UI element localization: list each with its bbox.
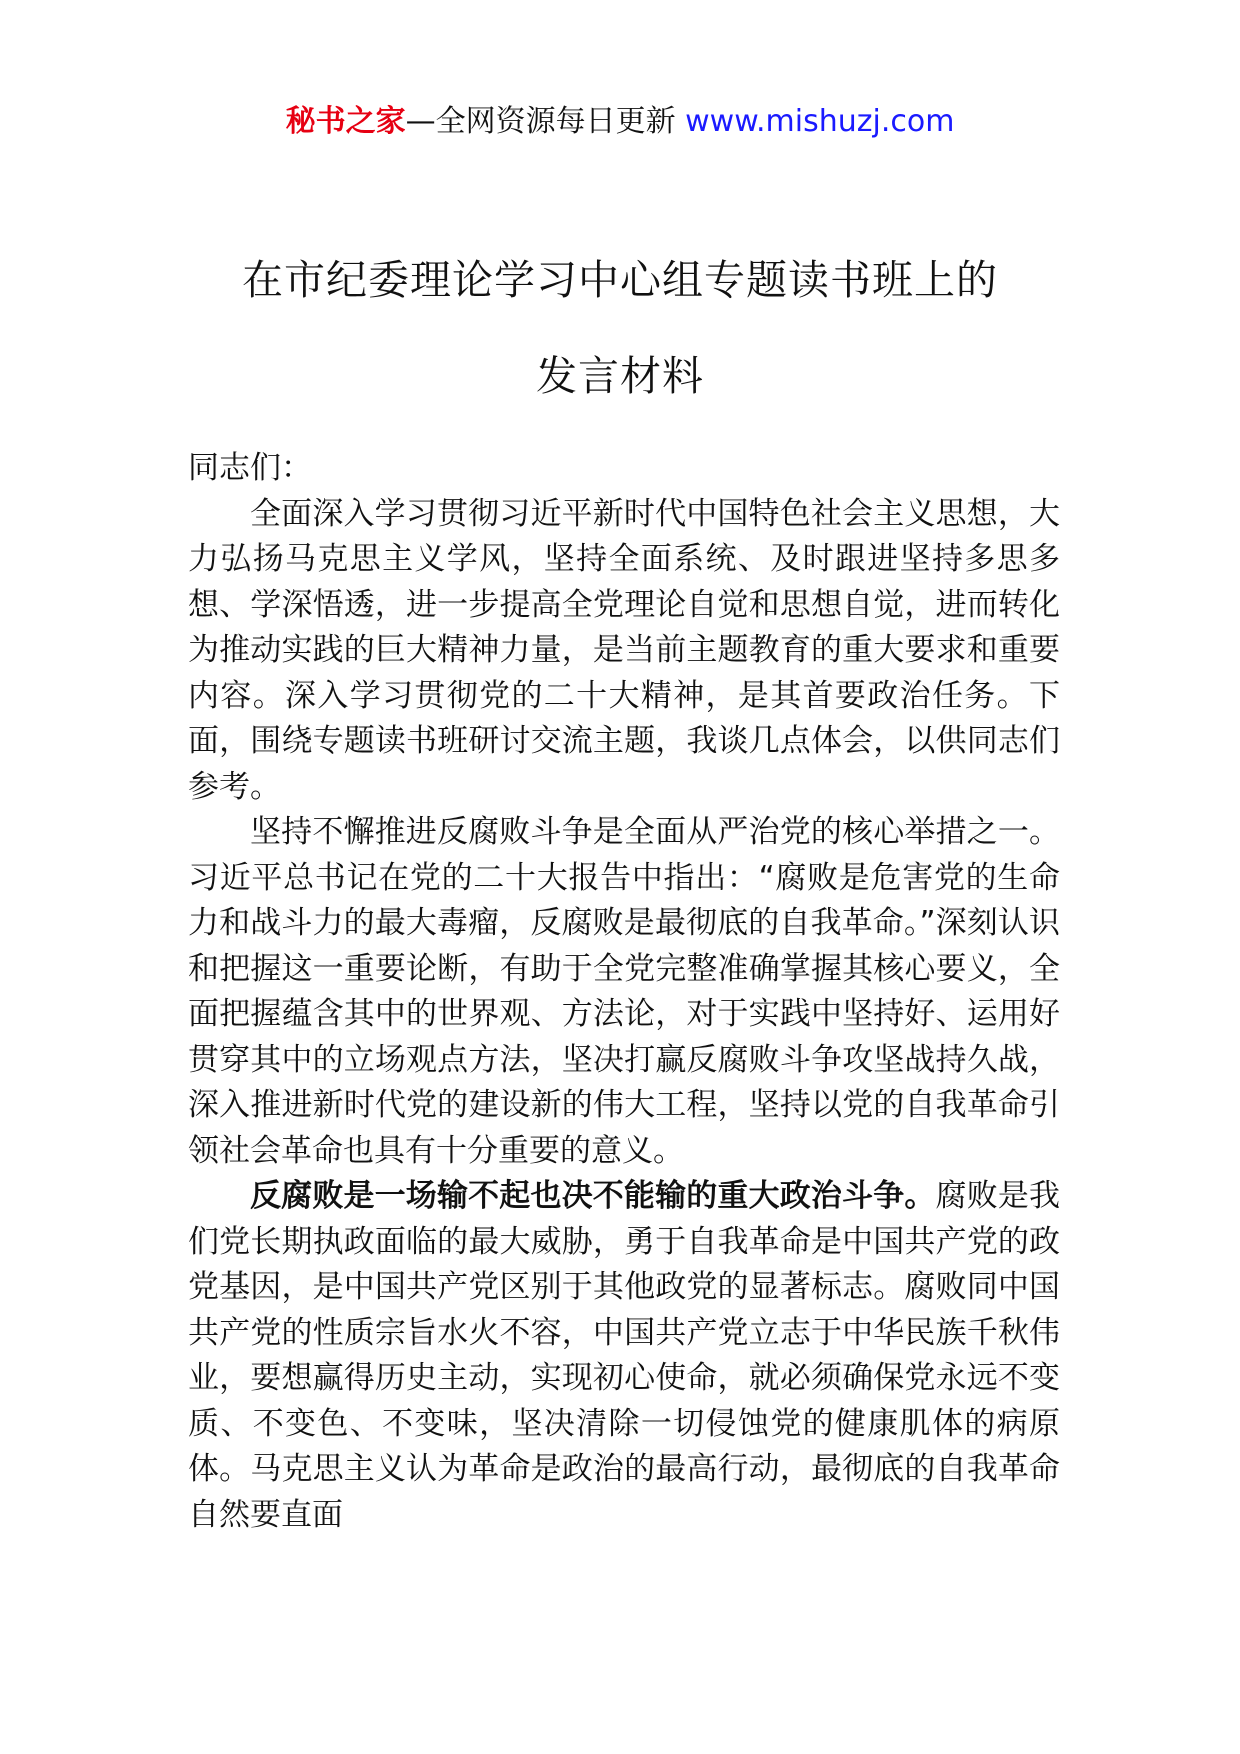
paragraph-3-text: 腐败是我们党长期执政面临的最大威胁，勇于自我革命是中国共产党的政党基因，是中国共产党区别于其他政党的显著标志。腐败同中国共产党的性质宗旨水火不容，中国共产党立志于中华民族千秋伟业，要想赢得历史主动，实现初心使命，就必须确保党永远不变质、不变色、不变味，坚决清除一切侵蚀党的健康肌体的病原体。马克思主义认为革命是政治的最高行动，最彻底的自我革命自然要直面 (188, 1178, 1061, 1533)
document-title (160, 232, 1080, 424)
site-header (0, 102, 1240, 142)
document-title-line-2: 发言材料 (536, 352, 704, 400)
site-brand: 秘书之家 (285, 104, 406, 139)
paragraph-3-lead: 反腐败是一场输不起也决不能输的重大政治斗争。 (250, 1178, 936, 1214)
paragraph-2 (188, 810, 1060, 1174)
site-url-link[interactable]: www.mishuzj.com (685, 104, 955, 139)
paragraph-2-text: 坚持不懈推进反腐败斗争是全面从严治党的核心举措之一。习近平总书记在党的二十大报告中指出：“腐败是危害党的生命力和战斗力的最大毒瘤，反腐败是最彻底的自我革命。”深刻认识和把握这一重要论断，有助于全党完整准确掌握其核心要义，全面把握蕴含其中的世界观、方法论，对于实践中坚持好、运用好贯穿其中的立场观点方法，坚决打赢反腐败斗争攻坚战持久战，深入推进新时代党的建设新的伟大工程，坚持以党的自我革命引领社会革命也具有十分重要的意义。 (188, 814, 1060, 1169)
paragraph-1-text: 全面深入学习贯彻习近平新时代中国特色社会主义思想，大力弘扬马克思主义学风，坚持全面系统、及时跟进坚持多思多想、学深悟透，进一步提高全党理论自觉和思想自觉，进而转化为推动实践的巨大精神力量，是当前主题教育的重大要求和重要内容。深入学习贯彻党的二十大精神，是其首要政治任务。下面，围绕专题读书班研讨交流主题，我谈几点体会，以供同志们参考。 (188, 495, 1060, 805)
paragraph-3 (188, 1174, 1060, 1538)
salutation: 同志们： (188, 450, 312, 486)
document-body (188, 446, 1060, 1538)
document-title-line-1: 在市纪委理论学习中心组专题读书班上的 (242, 256, 998, 304)
site-slogan: —全网资源每日更新 (405, 104, 686, 139)
paragraph-1 (188, 492, 1060, 811)
